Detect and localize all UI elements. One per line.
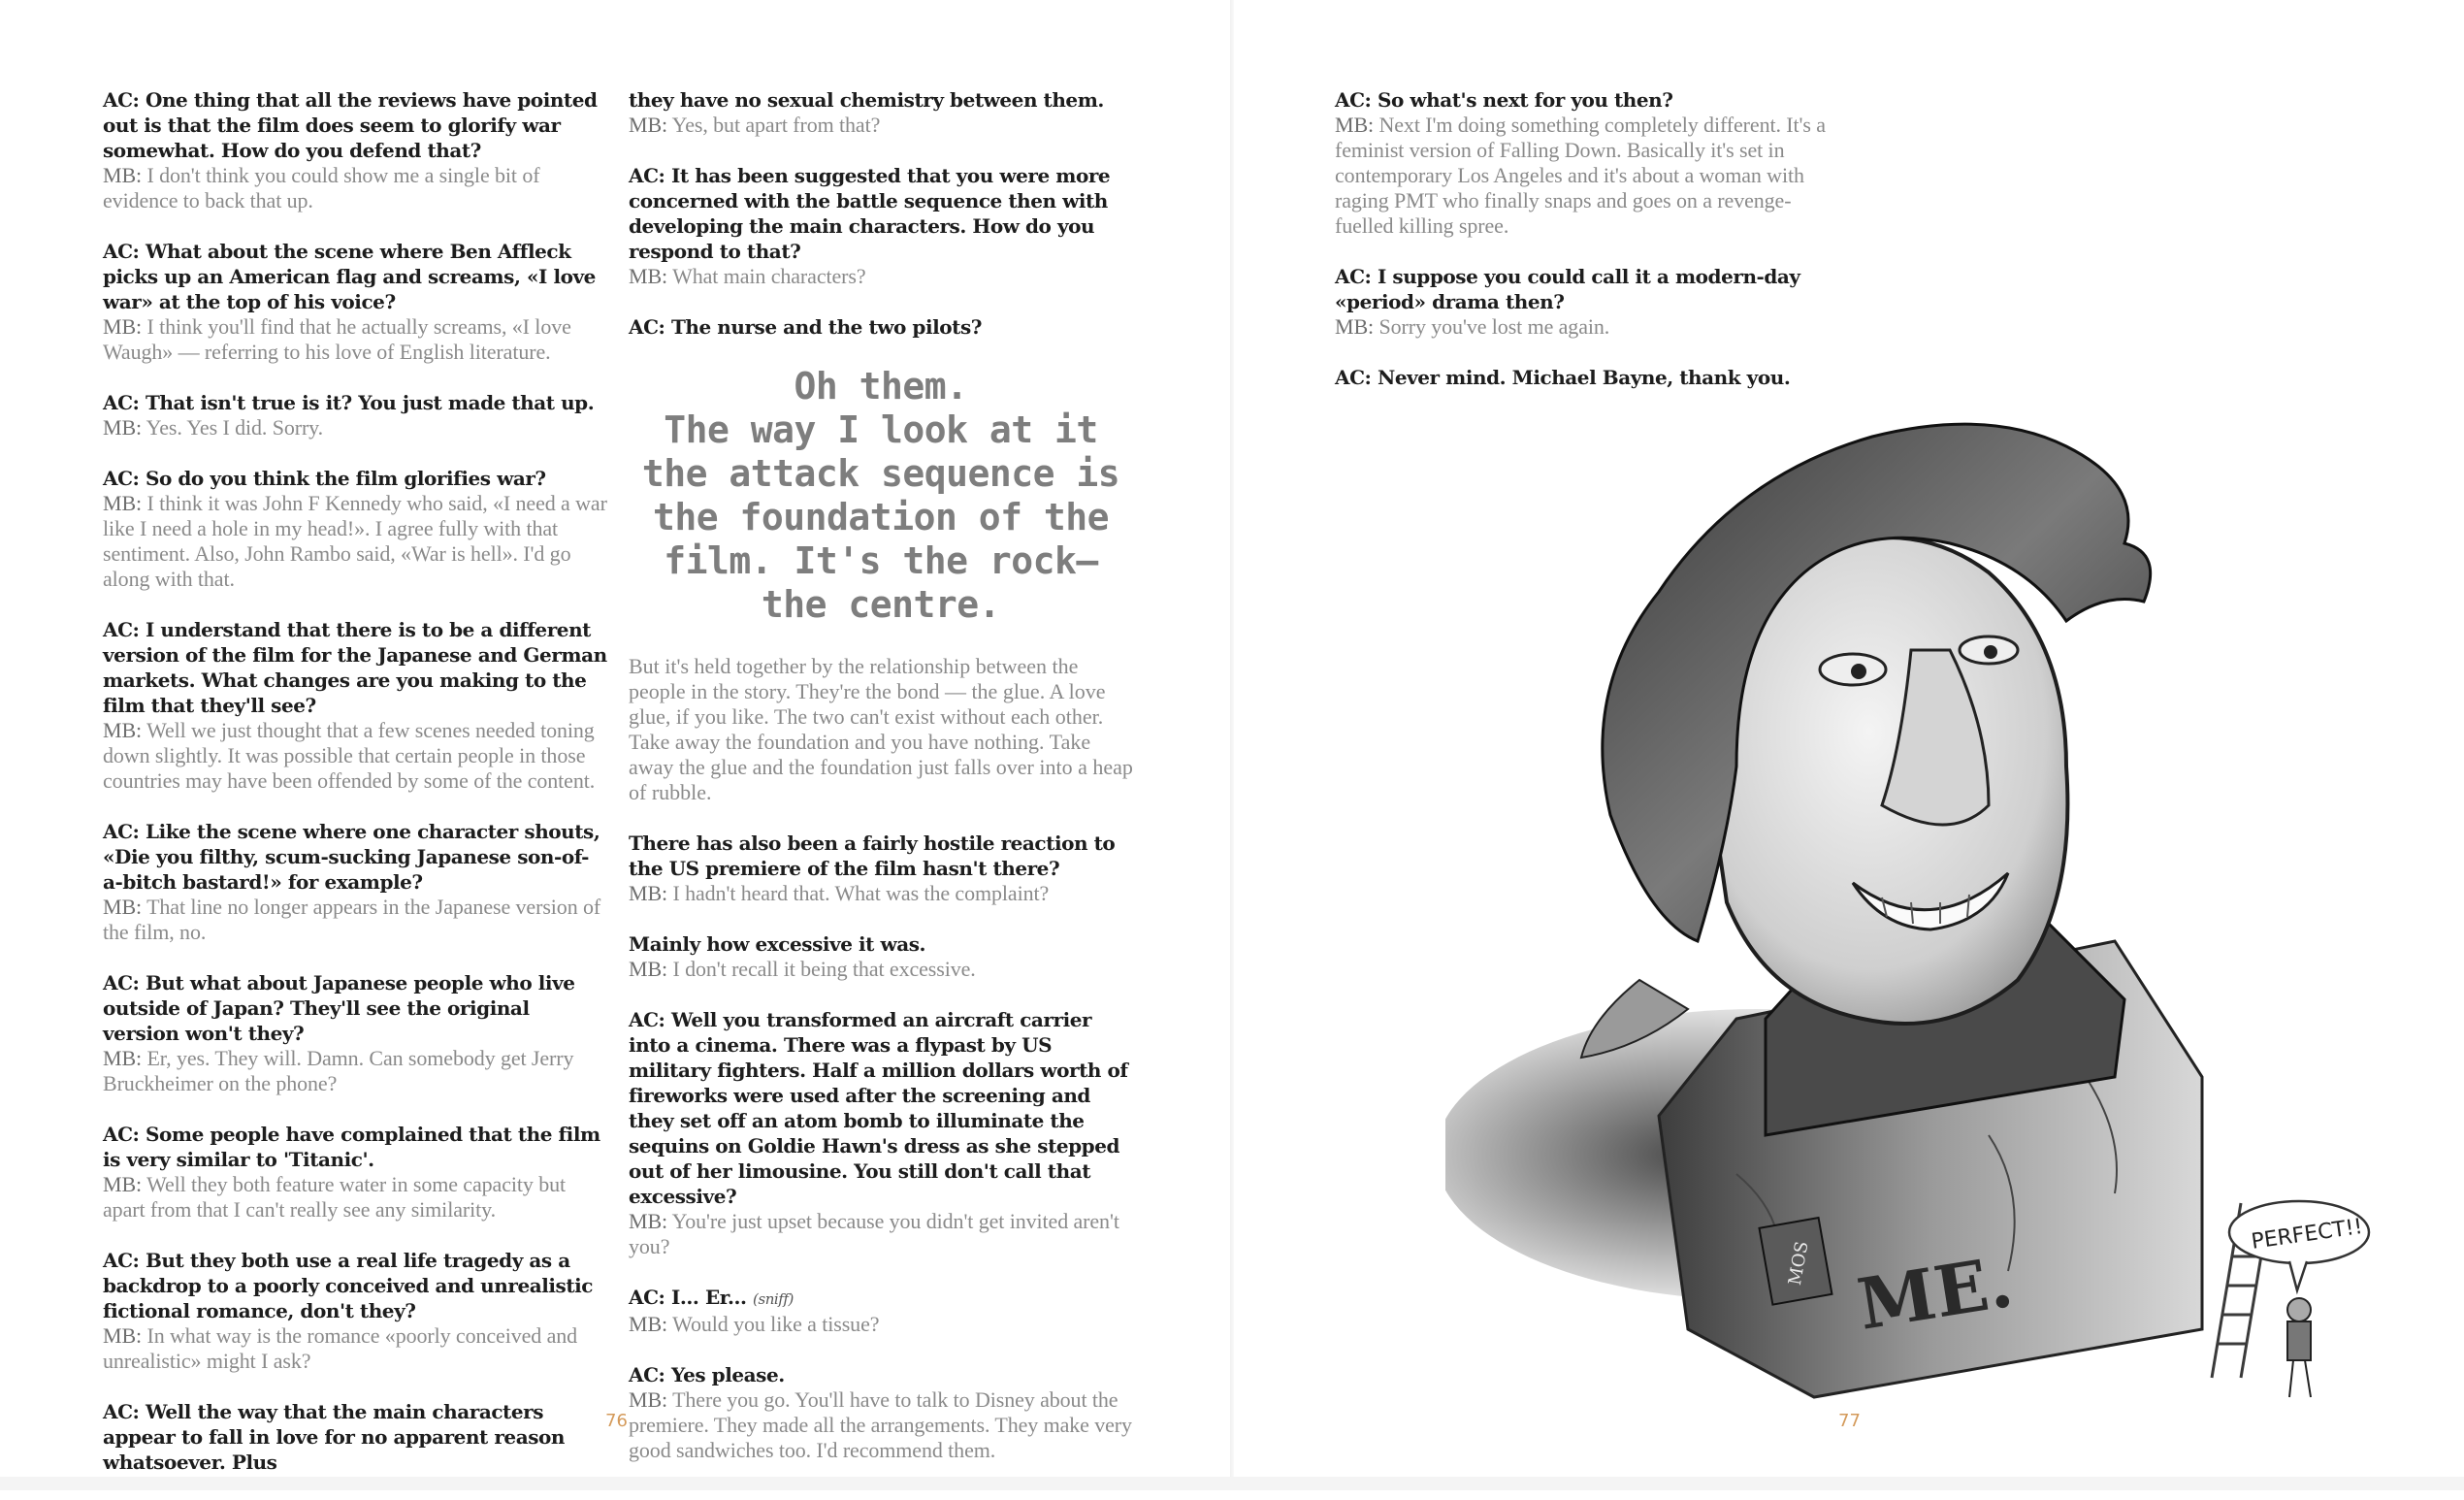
question-label: AC: [1335,265,1372,288]
answer-text: I think it was John F Kennedy who said, «I need a war like I need a hole in my head!». I agree fully with that sentiment. Also, John Rambo said, «War is hell». I'd go along with that. [103,491,607,591]
question-label: AC: [629,1008,665,1031]
answer-text: Well they both feature water in some capacity but apart from that I can't really see any similarity. [103,1172,567,1222]
question-text: Well you transformed an aircraft carrier into a cinema. There was a flypast by US military fighters. Half a million dollars worth of fireworks were used after the screening and they set off an atom bomb to illuminate the sequins on Goldie Hawn's dress as she stepped out of her limousine. You still don't call that excessive? [629,1008,1128,1208]
question-text: Never mind. Michael Bayne, thank you. [1371,366,1791,389]
question-text: Some people have complained that the film is very similar to 'Titanic'. [103,1123,600,1171]
bottom-edge [0,1477,2464,1490]
page-number-right: 77 [1838,1411,1861,1431]
answer-label: MB: [103,314,143,339]
question-text: Well the way that the main characters appear to fall in love for no apparent reason whatsoever. Plus [103,1400,566,1474]
interview-exchange [629,831,1133,906]
interview-exchange [103,1399,607,1475]
question-text: The nurse and the two pilots? [665,315,983,339]
answer-text: You're just upset because you didn't get invited aren't you? [629,1209,1119,1258]
interview-exchange [103,87,607,213]
answer-text: Next I'm doing something completely different. It's a feminist version of Falling Down. Basically it's set in contemporary Los Angeles and it's about a woman with raging PMT who finally snaps and goes on a revenge-fuelled killing spree. [1335,113,1826,238]
pull-quote-line: film. It's the rock— [664,539,1098,582]
answer-text: Well we just thought that a few scenes needed toning down slightly. It was possible that certain people in those countries may have been offended by some of the content. [103,718,596,793]
interview-exchange [103,390,607,440]
answer-text: I think you'll find that he actually screams, «I love Waugh» — referring to his love of English literature. [103,314,571,364]
answer-label: MB: [629,1209,668,1233]
question-text: I suppose you could call it a modern-day «period» drama then? [1335,265,1800,313]
question-text: they have no sexual chemistry between them. [629,88,1104,112]
answer-label: MB: [103,895,143,919]
interview-exchange [1335,365,1839,390]
answer-label: MB: [103,415,143,440]
pull-quote-line: The way I look at it [664,408,1098,451]
artist-signature: MOS [1784,1239,1813,1288]
question-text: So do you think the film glorifies war? [139,467,546,490]
left-pupil [1851,664,1866,679]
answer-label: MB: [103,718,143,742]
question-label: AC: [1335,366,1372,389]
answer-text: Yes. Yes I did. Sorry. [142,415,324,440]
answer-label: MB: [629,957,668,981]
answer-text: In what way is the romance «poorly conceived and unrealistic» might I ask? [103,1323,578,1373]
answer-text: I don't think you could show me a single bit of evidence to back that up. [103,163,540,212]
answer-label: MB: [1335,113,1375,137]
answer-paragraph: But it's held together by the relationship between the people in the story. They're the bond — the glue. A love glue, if you like. The two can't exist without each other. Take away the foundation and you have nothing. Take away the glue and the foundation just falls over into a heap of rubble. [629,654,1133,804]
caricature-illustration [1445,398,2396,1446]
answer-text: Yes, but apart from that? [667,113,881,137]
answer-label: MB: [103,1046,143,1070]
question-label: AC: [103,1123,140,1146]
right-pupil [1984,645,1997,659]
question-text: I... Er... [665,1286,747,1309]
question-label: AC: [103,618,140,641]
interview-exchange [629,1362,1133,1463]
tiny-artist-figure [2287,1298,2311,1397]
answer-text: Er, yes. They will. Damn. Can somebody get Jerry Bruckheimer on the phone? [103,1046,574,1095]
pull-quote-line: the centre. [761,583,1001,626]
interview-exchange [103,819,607,945]
interview-exchange [629,87,1133,138]
sniff-aside: (sniff) [753,1290,794,1308]
speech-bubble-tail [2289,1261,2307,1290]
interview-exchange [629,163,1133,289]
question-text: There has also been a fairly hostile reaction to the US premiere of the film hasn't there? [629,832,1116,880]
answer-text: I hadn't heard that. What was the complaint? [667,881,1050,905]
interview-exchange [629,1285,1133,1337]
question-text: That isn't true is it? You just made that up. [139,391,595,414]
page-number-left: 76 [605,1411,628,1431]
question-label: AC: [629,315,665,339]
pull-quote-line: Oh them. [794,365,968,408]
question-label: AC: [103,1249,140,1272]
question-label: AC: [103,240,140,263]
answer-label: MB: [1335,314,1375,339]
answer-label: MB: [629,881,668,905]
speech-bubble-text: PERFECT!! [2250,1214,2365,1255]
question-text: So what's next for you then? [1371,88,1673,112]
question-text: One thing that all the reviews have pointed out is that the film does seem to glorify war somewhat. How do you defend that? [103,88,598,162]
pull-quote-line: the foundation of the [653,496,1109,538]
interview-exchange [1335,264,1839,340]
answer-label: MB: [103,1172,143,1196]
question-text: But they both use a real life tragedy as a backdrop to a poorly conceived and unrealistic fictional romance, don't they? [103,1249,594,1322]
question-text: Like the scene where one character shouts, «Die you filthy, scum-sucking Japanese son-of-a-bitch bastard!» for example? [103,820,600,894]
interview-exchange [103,466,607,592]
question-label: AC: [629,1286,665,1309]
answer-text: What main characters? [667,264,866,288]
answer-text: Sorry you've lost me again. [1374,314,1610,339]
answer-label: MB: [103,1323,143,1348]
right-page-column [1335,87,1839,415]
question-label: AC: [629,164,665,187]
answer-text: Would you like a tissue? [667,1312,880,1336]
question-label: AC: [103,971,140,995]
interview-exchange [629,314,1133,340]
question-text: Mainly how excessive it was. [629,932,926,956]
interview-exchange [1335,87,1839,239]
answer-text: I don't recall it being that excessive. [667,957,976,981]
left-page-column-1 [103,87,607,1500]
interview-exchange [103,1248,607,1374]
answer-label: MB: [103,491,143,515]
question-label: AC: [103,467,140,490]
interview-exchange [103,1122,607,1223]
pull-quote [629,365,1133,627]
answer-text: There you go. You'll have to talk to Disney about the premiere. They made all the arrangements. They make very good sandwiches too. I'd recommend them. [629,1387,1132,1462]
question-label: AC: [103,391,140,414]
interview-exchange [103,239,607,365]
answer-label: MB: [629,113,668,137]
answer-label: MB: [629,264,668,288]
interview-exchange [629,931,1133,982]
answer-text: That line no longer appears in the Japanese version of the film, no. [103,895,601,944]
question-text: Yes please. [665,1363,785,1386]
question-text: But what about Japanese people who live outside of Japan? They'll see the original version won't they? [103,971,575,1045]
left-page-column-2 [629,87,1133,1488]
answer-label: MB: [629,1312,668,1336]
pull-quote-line: the attack sequence is [641,452,1120,495]
interview-exchange [629,1007,1133,1259]
question-label: AC: [103,820,140,843]
interview-exchange [103,970,607,1096]
question-label: AC: [103,1400,140,1423]
question-label: AC: [629,1363,665,1386]
question-text: What about the scene where Ben Affleck picks up an American flag and screams, «I love war» at the top of his voice? [103,240,596,313]
question-text: It has been suggested that you were more concerned with the battle sequence then with developing the main characters. How do you respond to that? [629,164,1111,263]
answer-label: MB: [629,1387,668,1412]
interview-exchange [103,617,607,794]
question-text: I understand that there is to be a different version of the film for the Japanese and German markets. What changes are you making to the film that they'll see? [103,618,607,717]
answer-label: MB: [103,163,143,187]
base-lettering: ME. [1852,1239,2019,1346]
question-label: AC: [1335,88,1372,112]
question-label: AC: [103,88,140,112]
